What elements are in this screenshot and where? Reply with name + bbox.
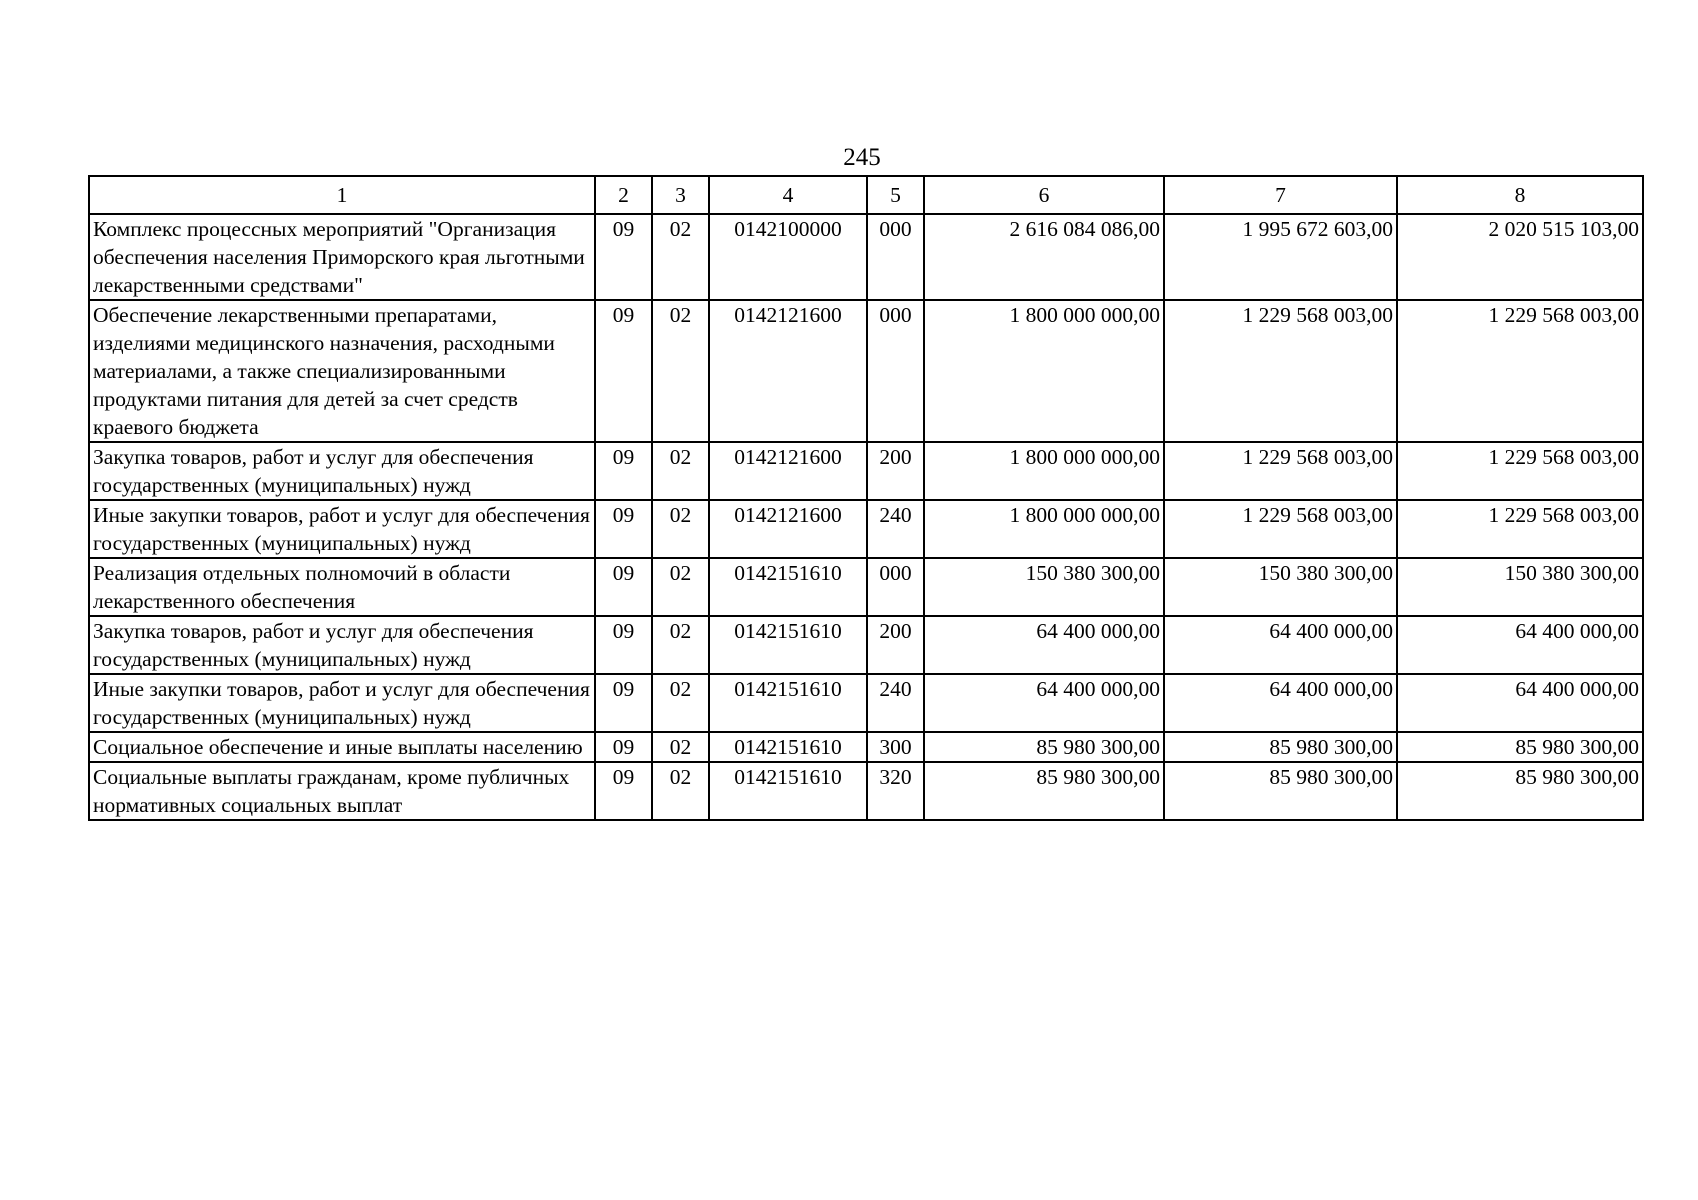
column-header: 7 [1164, 176, 1397, 214]
section-code: 09 [595, 616, 652, 674]
row-name: Иные закупки товаров, работ и услуг для обеспечения государственных (муниципальных) нужд [89, 674, 595, 732]
amount-col-8: 85 980 300,00 [1397, 762, 1643, 820]
subsection-code: 02 [652, 214, 709, 300]
subsection-code: 02 [652, 674, 709, 732]
column-header: 2 [595, 176, 652, 214]
row-name: Обеспечение лекарственными препаратами, изделиями медицинского назначения, расходными материалами, а также специализированными продуктами питания для детей за счет средств краевого бюджета [89, 300, 595, 442]
section-code: 09 [595, 214, 652, 300]
column-header: 6 [924, 176, 1164, 214]
target-article-code: 0142121600 [709, 300, 867, 442]
table-header-row [89, 176, 1643, 214]
target-article-code: 0142151610 [709, 732, 867, 762]
section-code: 09 [595, 762, 652, 820]
table-row [89, 300, 1643, 442]
target-article-code: 0142100000 [709, 214, 867, 300]
table-row [89, 442, 1643, 500]
table-row [89, 674, 1643, 732]
amount-col-7: 64 400 000,00 [1164, 674, 1397, 732]
table-row [89, 762, 1643, 820]
expense-type-code: 200 [867, 442, 924, 500]
amount-col-8: 2 020 515 103,00 [1397, 214, 1643, 300]
amount-col-6: 1 800 000 000,00 [924, 500, 1164, 558]
section-code: 09 [595, 300, 652, 442]
target-article-code: 0142151610 [709, 674, 867, 732]
amount-col-6: 64 400 000,00 [924, 674, 1164, 732]
subsection-code: 02 [652, 300, 709, 442]
budget-table [88, 175, 1644, 821]
amount-col-6: 85 980 300,00 [924, 732, 1164, 762]
section-code: 09 [595, 442, 652, 500]
row-name: Закупка товаров, работ и услуг для обеспечения государственных (муниципальных) нужд [89, 442, 595, 500]
column-header: 5 [867, 176, 924, 214]
amount-col-7: 1 229 568 003,00 [1164, 442, 1397, 500]
row-name: Социальное обеспечение и иные выплаты населению [89, 732, 595, 762]
subsection-code: 02 [652, 442, 709, 500]
subsection-code: 02 [652, 616, 709, 674]
amount-col-7: 85 980 300,00 [1164, 762, 1397, 820]
table-row [89, 214, 1643, 300]
row-name: Иные закупки товаров, работ и услуг для обеспечения государственных (муниципальных) нужд [89, 500, 595, 558]
table-row [89, 500, 1643, 558]
amount-col-8: 1 229 568 003,00 [1397, 442, 1643, 500]
row-name: Социальные выплаты гражданам, кроме публичных нормативных социальных выплат [89, 762, 595, 820]
target-article-code: 0142151610 [709, 558, 867, 616]
subsection-code: 02 [652, 500, 709, 558]
amount-col-6: 2 616 084 086,00 [924, 214, 1164, 300]
target-article-code: 0142151610 [709, 616, 867, 674]
subsection-code: 02 [652, 558, 709, 616]
amount-col-8: 150 380 300,00 [1397, 558, 1643, 616]
page-number: 245 [843, 144, 881, 171]
target-article-code: 0142121600 [709, 500, 867, 558]
column-header: 8 [1397, 176, 1643, 214]
expense-type-code: 200 [867, 616, 924, 674]
table-row [89, 616, 1643, 674]
amount-col-7: 64 400 000,00 [1164, 616, 1397, 674]
row-name: Комплекс процессных мероприятий "Организация обеспечения населения Приморского края льготными лекарственными средствами" [89, 214, 595, 300]
amount-col-8: 1 229 568 003,00 [1397, 300, 1643, 442]
section-code: 09 [595, 558, 652, 616]
expense-type-code: 300 [867, 732, 924, 762]
amount-col-6: 85 980 300,00 [924, 762, 1164, 820]
expense-type-code: 000 [867, 558, 924, 616]
amount-col-6: 1 800 000 000,00 [924, 300, 1164, 442]
row-name: Реализация отдельных полномочий в области лекарственного обеспечения [89, 558, 595, 616]
row-name: Закупка товаров, работ и услуг для обеспечения государственных (муниципальных) нужд [89, 616, 595, 674]
expense-type-code: 240 [867, 674, 924, 732]
expense-type-code: 000 [867, 214, 924, 300]
amount-col-7: 1 229 568 003,00 [1164, 500, 1397, 558]
amount-col-6: 64 400 000,00 [924, 616, 1164, 674]
subsection-code: 02 [652, 762, 709, 820]
amount-col-8: 64 400 000,00 [1397, 616, 1643, 674]
table-row [89, 732, 1643, 762]
amount-col-6: 150 380 300,00 [924, 558, 1164, 616]
column-header: 3 [652, 176, 709, 214]
amount-col-7: 85 980 300,00 [1164, 732, 1397, 762]
section-code: 09 [595, 732, 652, 762]
column-header: 1 [89, 176, 595, 214]
table-row [89, 558, 1643, 616]
amount-col-8: 1 229 568 003,00 [1397, 500, 1643, 558]
amount-col-7: 150 380 300,00 [1164, 558, 1397, 616]
amount-col-8: 64 400 000,00 [1397, 674, 1643, 732]
amount-col-7: 1 229 568 003,00 [1164, 300, 1397, 442]
amount-col-8: 85 980 300,00 [1397, 732, 1643, 762]
section-code: 09 [595, 500, 652, 558]
target-article-code: 0142151610 [709, 762, 867, 820]
expense-type-code: 000 [867, 300, 924, 442]
expense-type-code: 240 [867, 500, 924, 558]
target-article-code: 0142121600 [709, 442, 867, 500]
subsection-code: 02 [652, 732, 709, 762]
amount-col-7: 1 995 672 603,00 [1164, 214, 1397, 300]
amount-col-6: 1 800 000 000,00 [924, 442, 1164, 500]
column-header: 4 [709, 176, 867, 214]
expense-type-code: 320 [867, 762, 924, 820]
section-code: 09 [595, 674, 652, 732]
